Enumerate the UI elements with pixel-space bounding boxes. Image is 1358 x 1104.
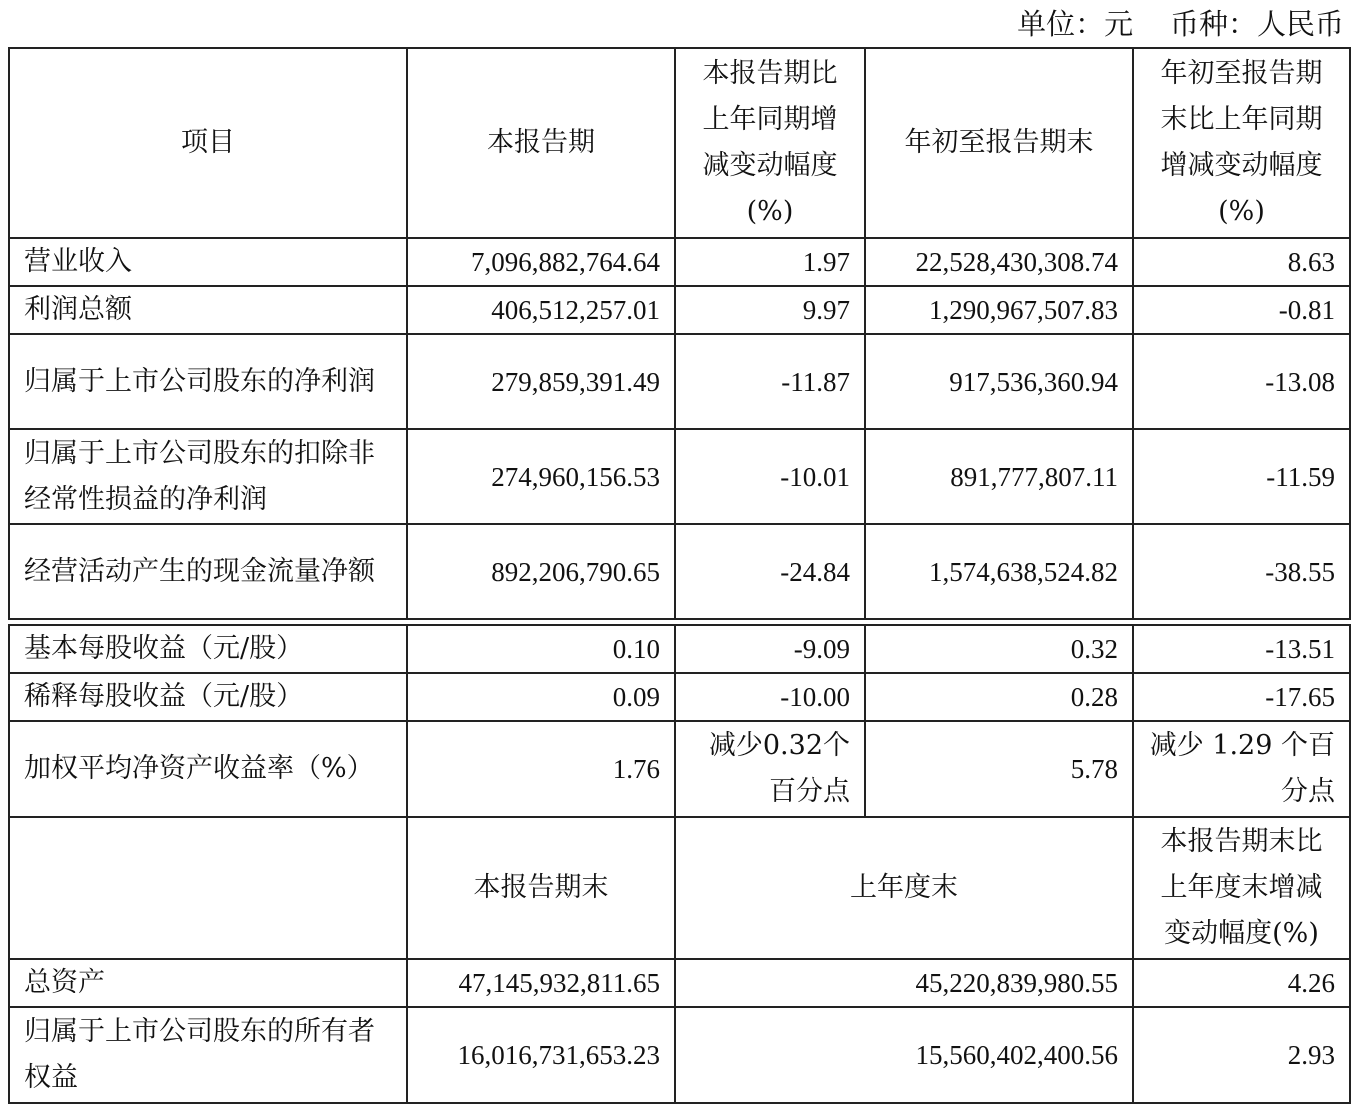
ytd-value: 0.32 — [865, 625, 1133, 673]
ytd-change-value: -13.51 — [1133, 625, 1350, 673]
ytd-change-value: -13.08 — [1133, 334, 1350, 429]
table-subheader-row — [9, 817, 1350, 959]
current-value: 279,859,391.49 — [407, 334, 675, 429]
header-current-period: 本报告期 — [407, 48, 675, 238]
unit-currency-note: 单位：元 币种：人民币 — [1017, 7, 1344, 41]
current-value: 0.10 — [407, 625, 675, 673]
prior-year-end-value: 45,220,839,980.55 — [675, 959, 1133, 1007]
ytd-value: 1,290,967,507.83 — [865, 286, 1133, 334]
current-value: 406,512,257.01 — [407, 286, 675, 334]
current-change-value: -11.87 — [675, 334, 865, 429]
financial-data-table — [8, 47, 1351, 1104]
table-row — [9, 524, 1350, 619]
table-row — [9, 334, 1350, 429]
table-row — [9, 721, 1350, 817]
row-label: 经营活动产生的现金流量净额 — [9, 524, 407, 619]
header-period-end-change: 本报告期末比上年度末增减变动幅度(%) — [1133, 817, 1350, 959]
ytd-value: 891,777,807.11 — [865, 429, 1133, 524]
ytd-change-value: 8.63 — [1133, 238, 1350, 286]
current-change-value: -10.01 — [675, 429, 865, 524]
change-value: 4.26 — [1133, 959, 1350, 1007]
ytd-value: 0.28 — [865, 673, 1133, 721]
header-ytd-change: 年初至报告期末比上年同期增减变动幅度(%) — [1133, 48, 1350, 238]
current-value: 1.76 — [407, 721, 675, 817]
header-period-end: 本报告期末 — [407, 817, 675, 959]
table-header-row — [9, 48, 1350, 238]
table-row — [9, 625, 1350, 673]
ytd-value: 5.78 — [865, 721, 1133, 817]
current-change-value: -9.09 — [675, 625, 865, 673]
ytd-change-value: -11.59 — [1133, 429, 1350, 524]
row-label: 稀释每股收益（元/股） — [9, 673, 407, 721]
prior-year-end-value: 15,560,402,400.56 — [675, 1007, 1133, 1103]
header-blank — [9, 817, 407, 959]
table-row — [9, 1007, 1350, 1103]
current-change-value: 减少0.32个百分点 — [675, 721, 865, 817]
ytd-value: 22,528,430,308.74 — [865, 238, 1133, 286]
period-end-value: 16,016,731,653.23 — [407, 1007, 675, 1103]
current-change-value: 1.97 — [675, 238, 865, 286]
row-label: 基本每股收益（元/股） — [9, 625, 407, 673]
ytd-change-value: -38.55 — [1133, 524, 1350, 619]
table-row — [9, 286, 1350, 334]
row-label: 归属于上市公司股东的所有者权益 — [9, 1007, 407, 1103]
ytd-value: 917,536,360.94 — [865, 334, 1133, 429]
current-value: 274,960,156.53 — [407, 429, 675, 524]
header-ytd: 年初至报告期末 — [865, 48, 1133, 238]
period-end-value: 47,145,932,811.65 — [407, 959, 675, 1007]
row-label: 营业收入 — [9, 238, 407, 286]
header-current-change: 本报告期比上年同期增减变动幅度(%) — [675, 48, 865, 238]
ytd-change-value: 减少 1.29 个百分点 — [1133, 721, 1350, 817]
current-change-value: 9.97 — [675, 286, 865, 334]
table-row — [9, 959, 1350, 1007]
header-item: 项目 — [9, 48, 407, 238]
current-value: 7,096,882,764.64 — [407, 238, 675, 286]
row-label: 归属于上市公司股东的扣除非经常性损益的净利润 — [9, 429, 407, 524]
ytd-value: 1,574,638,524.82 — [865, 524, 1133, 619]
ytd-change-value: -0.81 — [1133, 286, 1350, 334]
current-value: 0.09 — [407, 673, 675, 721]
row-label: 总资产 — [9, 959, 407, 1007]
current-change-value: -10.00 — [675, 673, 865, 721]
change-value: 2.93 — [1133, 1007, 1350, 1103]
table-row — [9, 429, 1350, 524]
current-value: 892,206,790.65 — [407, 524, 675, 619]
header-prior-year-end: 上年度末 — [675, 817, 1133, 959]
table-row — [9, 238, 1350, 286]
ytd-change-value: -17.65 — [1133, 673, 1350, 721]
row-label: 加权平均净资产收益率（%） — [9, 721, 407, 817]
table-row — [9, 673, 1350, 721]
row-label: 利润总额 — [9, 286, 407, 334]
row-label: 归属于上市公司股东的净利润 — [9, 334, 407, 429]
current-change-value: -24.84 — [675, 524, 865, 619]
